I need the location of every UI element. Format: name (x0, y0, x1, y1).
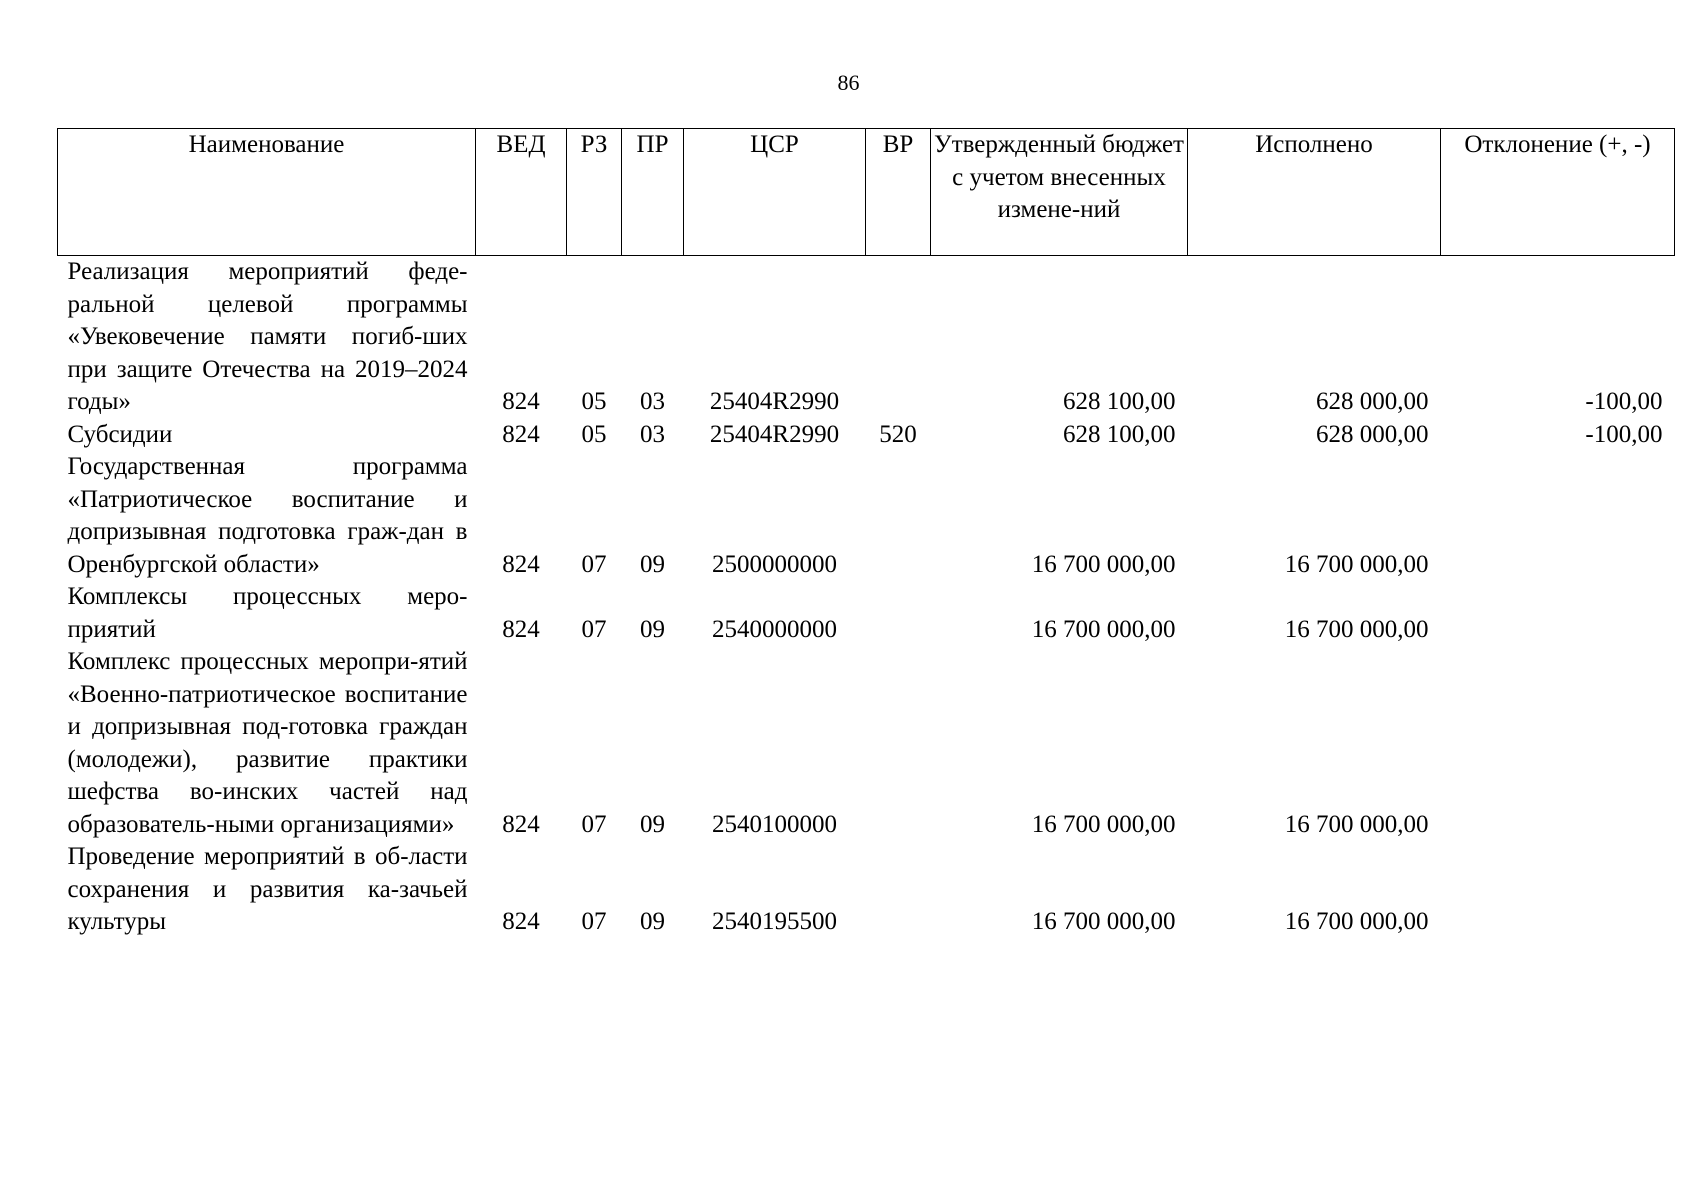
table-header (58, 129, 1675, 256)
cell-done: 16 700 000,00 (1284, 810, 1429, 838)
cell-pr: 09 (640, 615, 665, 643)
header-ved: ВЕД (476, 129, 567, 256)
header-done: Исполнено (1188, 129, 1441, 256)
table-row (58, 451, 1675, 581)
cell-pr: 09 (640, 810, 665, 838)
cell-vr (866, 256, 931, 419)
table-row (58, 256, 1675, 419)
cell-dev: -100,00 (1585, 388, 1663, 415)
header-pr: ПР (622, 129, 684, 256)
cell-ved: 824 (502, 810, 540, 838)
cell-done: 628 000,00 (1316, 388, 1429, 415)
cell-name: Субсидии (67, 420, 173, 448)
cell-vr (866, 841, 931, 939)
cell-ved: 824 (502, 550, 540, 578)
cell-rz: 07 (581, 615, 607, 643)
cell-plan: 16 700 000,00 (1031, 615, 1176, 643)
cell-pr: 03 (640, 420, 665, 448)
cell-name: Проведение мероприятий в об-ласти сохранения и развития ка-зачьей культуры (67, 843, 468, 935)
page-number: 86 (837, 70, 860, 95)
budget-table (57, 128, 1675, 939)
cell-name: Комплексы процессных меро-приятий (67, 583, 468, 643)
cell-plan: 16 700 000,00 (1031, 550, 1176, 578)
cell-dev: -100,00 (1585, 420, 1663, 448)
cell-done: 628 000,00 (1316, 420, 1429, 448)
cell-name: Комплекс процессных меропри-ятий «Военно-патриотическое воспитание и допризывная под-готовка граждан (молодежи), развитие практики шефства во-инских частей над образователь-ными организациями» (67, 648, 468, 838)
cell-name: Реализация мероприятий феде-ральной целевой программы «Увековечение памяти погиб-ших при защите Отечества на 2019–2024 годы» (67, 258, 468, 415)
cell-rz: 05 (581, 388, 607, 415)
header-csr: ЦСР (684, 129, 866, 256)
cell-ved: 824 (502, 908, 540, 935)
cell-ved: 824 (502, 388, 540, 415)
cell-csr: 2540100000 (712, 810, 837, 838)
table-row (58, 581, 1675, 646)
cell-pr: 09 (640, 908, 665, 935)
cell-dev (1441, 451, 1675, 581)
cell-vr: 520 (879, 420, 917, 448)
cell-csr: 2540000000 (712, 615, 837, 643)
cell-ved: 824 (502, 615, 540, 643)
cell-csr: 2500000000 (712, 550, 837, 578)
cell-dev (1441, 581, 1675, 646)
cell-done: 16 700 000,00 (1284, 550, 1429, 578)
cell-rz: 05 (581, 420, 607, 448)
cell-ved: 824 (502, 420, 540, 448)
cell-rz: 07 (581, 810, 607, 838)
table-body (58, 256, 1675, 939)
cell-done: 16 700 000,00 (1284, 615, 1429, 643)
table-row (58, 646, 1675, 841)
table-row (58, 841, 1675, 939)
header-rz: РЗ (567, 129, 622, 256)
cell-vr (866, 451, 931, 581)
cell-csr: 25404R2990 (709, 420, 840, 448)
cell-vr (866, 581, 931, 646)
cell-plan: 16 700 000,00 (1031, 810, 1176, 838)
cell-csr: 2540195500 (712, 908, 837, 935)
cell-csr: 25404R2990 (709, 388, 840, 415)
cell-name: Государственная программа «Патриотическое воспитание и допризывная подготовка граж-дан в Оренбургской области» (67, 453, 468, 578)
header-dev: Отклонение (+, -) (1441, 129, 1675, 256)
cell-dev (1441, 646, 1675, 841)
cell-pr: 03 (640, 388, 665, 415)
cell-rz: 07 (581, 908, 607, 935)
cell-vr (866, 646, 931, 841)
header-plan: Утвержденный бюджет с учетом внесенных измене-ний (931, 129, 1188, 256)
cell-done: 16 700 000,00 (1284, 908, 1429, 935)
cell-dev (1441, 841, 1675, 939)
cell-rz: 07 (581, 550, 607, 578)
header-name: Наименование (58, 129, 476, 256)
header-vr: ВР (866, 129, 931, 256)
cell-plan: 628 100,00 (1063, 420, 1176, 448)
table-row (58, 419, 1675, 452)
cell-pr: 09 (640, 550, 665, 578)
cell-plan: 16 700 000,00 (1031, 908, 1176, 935)
cell-plan: 628 100,00 (1063, 388, 1176, 415)
